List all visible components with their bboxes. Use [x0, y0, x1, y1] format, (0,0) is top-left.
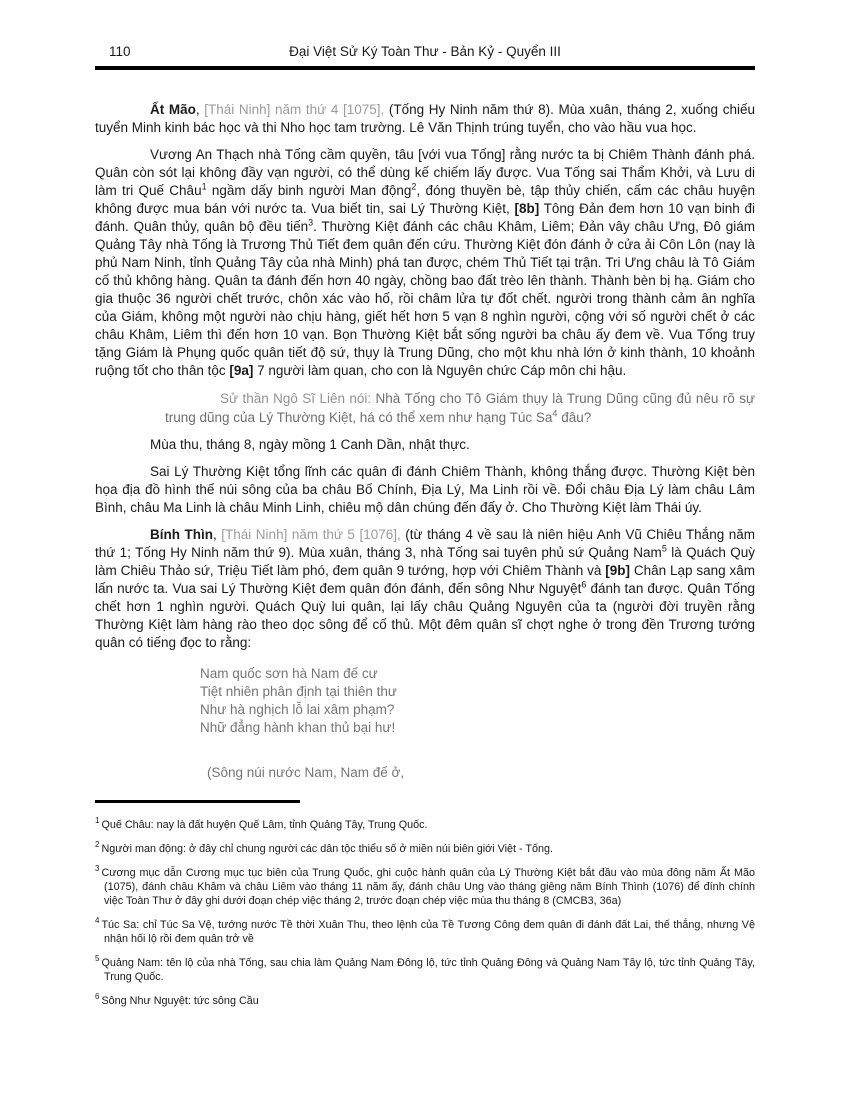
- text-run: Ất Mão: [150, 102, 196, 117]
- footnote-text: Quế Châu: nay là đất huyện Quế Lâm, tỉnh Quảng Tây, Trung Quốc.: [101, 819, 428, 831]
- text-run: 7 người làm quan, cho con là Nguyên chức Cáp môn chi hậu.: [253, 363, 627, 378]
- text-run: Nhà Tống cho Tô Giám thụy là Trung Dũng cũng đủ nêu rõ sự trung dũng của Lý Thường Kiệt, há có thể xem như hạng Túc Sa: [165, 391, 755, 425]
- paragraph-binh-thin: [95, 526, 755, 652]
- footnote-number: 5: [95, 954, 100, 964]
- text-run: là Quách Quỳ làm Chiêu Thảo sứ, Triệu Tiết làm phó, đem quân 9 tướng, hợp với Chiêm Thành và: [95, 545, 755, 578]
- footnote-text: Sông Như Nguyệt: tức sông Cầu: [101, 995, 259, 1007]
- footnote-6: [95, 994, 755, 1008]
- text-run: 6: [581, 579, 587, 590]
- footnote-number: 2: [95, 840, 100, 850]
- paragraph-vuong-an-thach: [95, 146, 755, 380]
- page-header: [95, 44, 755, 70]
- poem-translation-line: [207, 764, 755, 782]
- footnotes-section: [95, 800, 755, 1018]
- text-run: ,: [195, 102, 205, 117]
- text-run: 2: [411, 181, 417, 192]
- footnote-1: [95, 818, 755, 832]
- text-run: , đóng thuyền bè, tập thủy chiến, cấm các châu huyện không được mua bán với nước ta. Vua biết tin, sai Lý Thường Kiệt,: [95, 183, 756, 216]
- text-run: Vương An Thạch nhà Tống cầm quyền, tâu [với vua Tống] rằng nước ta bị Chiêm Thành đánh phá. Quân còn sót lại không đầy vạn người, có thể dùng kế chiếm lấy được. Vua Tống sai Thẩm Khởi, và Lưu di làm tri Quế Châu: [95, 147, 755, 198]
- text-run: 4: [552, 408, 558, 419]
- text-run: Bính Thìn: [150, 527, 213, 542]
- scholar-comment: [95, 389, 755, 427]
- footnote-number: 4: [95, 916, 100, 926]
- text-run: Sai Lý Thường Kiệt tổng lĩnh các quân đi đánh Chiêm Thành, không thắng được. Thường Kiệt bèn họa địa đồ hình thế núi sông của ba châu Bố Chính, Địa Lý, Ma Linh rồi về. Đổi châu Địa Lý làm châu Lâm Bình, châu Ma Linh là châu Minh Linh, chiêu mộ dân chúng đến đấy ở. Cho Thường Kiệt làm Thái úy.: [95, 464, 755, 515]
- text-run: [8b]: [514, 201, 540, 216]
- footnote-2: [95, 842, 755, 856]
- footnote-list: [95, 818, 755, 1008]
- poem-line: Nam quốc sơn hà Nam đế cư: [200, 666, 378, 681]
- footnote-3: [95, 866, 755, 908]
- text-run: Tông Đản đem hơn 10 vạn binh đi đánh. Quân thủy, quân bộ đều tiến: [95, 201, 755, 234]
- text-run: . Thường Kiệt đánh các châu Khâm, Liêm; Đản vây châu Ưng, Đô giám Quảng Tây nhà Tống là Trương Thủ Tiết đem quân đến cứu. Thường Kiệt đón đánh ở cửa ải Côn Lôn (nay là phủ Nam Ninh, tỉnh Quảng Tây của nhà Minh) phá tan được, chém Thủ Tiết tại trận. Tri Ưng châu là Tô Giám cố thủ không hàng. Quân ta đánh đến hơn 40 ngày, chồng bao đất trèo lên thành. Thành bèn bị hạ. Giám cho gia thuộc 36 người chết trước, chôn xác vào hố, rồi châm lửa tự đốt chết. người trong thành cảm ân nghĩa của Giám, không một người nào chịu hàng, giết hết hơn 5 vạn 8 nghìn người, cộng với số người chết ở các châu Khâm, Liêm thì đến hơn 10 vạn. Bọn Thường Kiệt bắt sống người ba châu ấy đem về. Vua Tống truy tặng Giám là Phụng quốc quân tiết độ sứ, thụy là Trung Dũng, cho một khu nhà lớn ở kinh thành, 10 khoảnh ruộng tốt cho thân tộc: [95, 219, 755, 378]
- footnote-text: Túc Sa: chỉ Túc Sa Vệ, tướng nước Tề thời Xuân Thu, theo lệnh của Tề Tương Công đem quân đi đánh đất Lai, thế thắng, nhưng Vệ nhận hối lộ rồi đem quân trở về: [101, 919, 755, 945]
- paragraph-sai-ly-thuong-kiet: [95, 463, 755, 517]
- poem-nam-quoc-son-ha: [200, 665, 755, 737]
- text-run: Mùa thu, tháng 8, ngày mồng 1 Canh Dần, nhật thực.: [150, 437, 470, 452]
- footnote-number: 6: [95, 992, 100, 1002]
- footnote-number: 3: [95, 864, 100, 874]
- text-run: ,: [213, 527, 222, 542]
- footnote-text: Người man động: ở đây chỉ chung người các dân tộc thiểu số ở miền núi biên giới Việt - Tống.: [101, 843, 554, 855]
- text-run: đâu?: [557, 410, 592, 425]
- text-run: 3: [308, 217, 314, 228]
- footnote-5: [95, 956, 755, 984]
- text-run: ngầm dấy binh người Man động: [206, 183, 412, 198]
- text-run: [9a]: [229, 363, 254, 378]
- text-run: Sử thần Ngô Sĩ Liên nói:: [220, 391, 376, 406]
- document-body: [95, 101, 755, 782]
- poem-line: Tiệt nhiên phân định tại thiên thư: [200, 684, 397, 699]
- poem-line: Như hà nghịch lỗ lai xâm phạm?: [200, 702, 395, 717]
- poem-line: (Sông núi nước Nam, Nam đế ở,: [207, 765, 405, 780]
- paragraph-at-mao: [95, 101, 755, 137]
- text-run: 5: [661, 543, 667, 554]
- paragraph-mua-thu: [95, 436, 755, 454]
- text-run: [9b]: [605, 563, 631, 578]
- text-run: [Thái Ninh] năm thứ 4 [1075],: [204, 102, 385, 117]
- footnote-text: Quảng Nam: tên lộ của nhà Tống, sau chia làm Quảng Nam Đông lộ, tức tỉnh Quảng Đông và Quảng Nam Tây lộ, tức tỉnh Quảng Tây, Trung Quốc.: [101, 957, 755, 983]
- page-number: 110: [109, 44, 131, 59]
- text-run: đánh tan được. Quân Tống chết hơn 1 nghìn người. Quách Quỳ lui quân, lại lấy châu Quảng Nguyên của ta (người đời truyền rằng Thường Kiệt làm hàng rào theo dọc sông để cố thủ. Một đêm quân sĩ chợt nghe ở trong đền Trương tướng quân có tiếng đọc to rằng:: [95, 581, 755, 650]
- document-title: Đại Việt Sử Ký Toàn Thư - Bản Kỷ - Quyển III: [289, 44, 561, 59]
- footnote-separator-rule: [95, 800, 300, 803]
- footnote-4: [95, 918, 755, 946]
- text-run: (Tống Hy Ninh năm thứ 8). Mùa xuân, tháng 2, xuống chiếu tuyển Minh kinh bác học và thi Nho học tam trường. Lê Văn Thịnh trúng tuyển, cho vào hầu vua học.: [95, 102, 755, 135]
- poem-line: Nhữ đẳng hành khan thủ bại hư!: [200, 720, 396, 735]
- text-run: 1: [201, 181, 207, 192]
- footnote-number: 1: [95, 816, 100, 826]
- text-run: (từ tháng 4 về sau là niên hiệu Anh Vũ Chiêu Thắng năm thứ 1; Tống Hy Ninh năm thứ 9). Mùa xuân, tháng 3, nhà Tống sai tuyên phủ sứ Quảng Nam: [95, 527, 755, 560]
- footnote-text: Cương mục dẫn Cương mục tục biên của Trung Quốc, ghi cuộc hành quân của Lý Thường Kiệt bắt đầu vào mùa đông năm Ất Mão (1075), đánh châu Khâm và châu Liêm vào tháng 11 năm ấy, đánh châu Ung vào tháng giêng năm Bính Thình (1076) để đính chính việc Toàn Thư ở đây ghi dưới đoạn chép việc tháng 2, trước đoạn chép việc mùa thu tháng 8 (CMCB3, 36a): [101, 867, 755, 907]
- text-run: Chân Lạp sang xâm lấn nước ta. Vua sai Lý Thường Kiệt đem quân đón đánh, đến sông Như Nguyệt: [95, 563, 755, 596]
- text-run: [Thái Ninh] năm thứ 5 [1076],: [221, 527, 401, 542]
